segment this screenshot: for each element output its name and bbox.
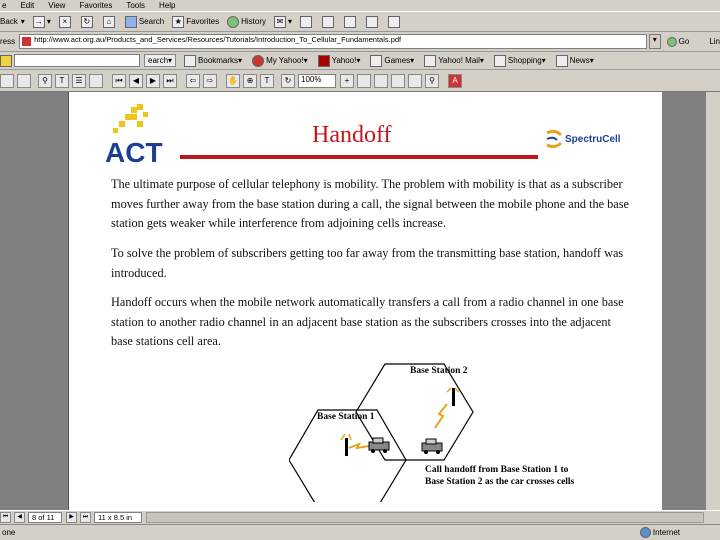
standard-toolbar — [0, 12, 720, 32]
menu-file[interactable]: e — [2, 1, 7, 10]
last-page-icon[interactable]: ⏭ — [163, 74, 177, 88]
search-icon[interactable]: ⚲ — [425, 74, 439, 88]
vertical-scrollbar[interactable] — [706, 92, 720, 510]
myyahoo-link[interactable]: My Yahoo! ▾ — [252, 55, 308, 67]
news-icon — [556, 55, 568, 67]
base-station-2-label: Base Station 2 — [410, 366, 468, 376]
paragraph-1: The ultimate purpose of cellular telephony is mobility. The problem with mobility is that as a subscriber moves further away from the base station during a call, the signal between the mobile phone and the base station gets weaker while interference from adjoining cells increase. — [111, 177, 630, 230]
binoculars-icon[interactable]: ⚲ — [38, 74, 52, 88]
research-button[interactable] — [388, 16, 402, 28]
save-icon[interactable] — [0, 74, 14, 88]
home-icon: ⌂ — [103, 16, 115, 28]
handoff-diagram — [289, 362, 609, 504]
yahoomail-link[interactable]: Yahoo! Mail ▾ — [424, 55, 484, 67]
toolbar-icon — [0, 55, 12, 67]
links-label[interactable]: Lin — [709, 37, 720, 46]
star-icon: ★ — [172, 16, 184, 28]
rotate-icon[interactable]: ↻ — [281, 74, 295, 88]
mail-icon — [424, 55, 436, 67]
print-button[interactable] — [300, 16, 314, 28]
address-input[interactable]: http://www.act.org.au/Products_and_Services/Resources/Tutorials/Introduction_To_Cellular_Fundamentals.pdf — [19, 34, 647, 49]
forward-button[interactable]: → ▾ — [34, 16, 51, 26]
next-page-icon[interactable]: ▶ — [146, 74, 160, 88]
stop-icon: × — [59, 16, 71, 28]
go-arrow-icon — [667, 37, 677, 47]
go-back-icon[interactable]: ⇦ — [186, 74, 200, 88]
shopping-link[interactable]: Shopping ▾ — [494, 55, 546, 67]
page-number-field[interactable]: 8 of 11 — [28, 512, 62, 523]
messenger-icon — [366, 16, 378, 28]
menu-bar — [0, 0, 720, 12]
chevron-down-icon: ▾ — [168, 56, 173, 65]
page-size-field: 11 x 8.5 in — [94, 512, 142, 523]
thumbnail-icon[interactable] — [89, 74, 103, 88]
address-bar — [0, 32, 720, 52]
back-button[interactable]: Back ▾ — [0, 17, 25, 26]
edit-button[interactable] — [322, 16, 336, 28]
discuss-icon — [344, 16, 356, 28]
pdf-status-bar — [0, 510, 720, 524]
history-icon — [227, 16, 239, 28]
favorites-button[interactable]: ★ Favorites — [172, 16, 219, 28]
hand-tool-icon[interactable]: ✋ — [226, 74, 240, 88]
car-icon — [422, 439, 442, 454]
refresh-icon: ↻ — [81, 16, 93, 28]
acrobat-icon[interactable]: A — [448, 74, 462, 88]
first-page-icon[interactable]: ⏮ — [0, 512, 11, 523]
diagram-caption-line-2: Base Station 2 as the car crosses cells — [425, 477, 575, 487]
history-button[interactable]: History — [227, 16, 266, 28]
next-page-icon[interactable]: ▶ — [66, 512, 77, 523]
spectrucell-icon — [543, 129, 565, 149]
menu-help[interactable]: Help — [159, 1, 176, 10]
select-text-icon[interactable]: T — [260, 74, 274, 88]
research-icon — [388, 16, 400, 28]
act-logo-text: ACT — [105, 137, 163, 166]
zoom-in-icon[interactable]: + — [340, 74, 354, 88]
search-icon — [125, 16, 137, 28]
address-label: ress — [0, 37, 16, 46]
last-page-icon[interactable]: ⏭ — [80, 512, 91, 523]
paragraph-2: To solve the problem of subscribers getting too far away from the transmitting base station, handoff was introduced. — [111, 246, 624, 280]
yahoo-icon — [252, 55, 264, 67]
shopping-cart-icon — [494, 55, 506, 67]
mail-icon: ✉ — [274, 16, 286, 28]
base-station-1-label: Base Station 1 — [317, 412, 375, 422]
tower-icon — [452, 388, 455, 406]
browser-status-bar — [0, 524, 720, 540]
menu-edit[interactable]: Edit — [20, 1, 35, 10]
status-text: one — [2, 528, 16, 537]
title-underline — [180, 155, 538, 159]
games-link[interactable]: Games ▾ — [370, 55, 414, 67]
zone-label: Internet — [652, 528, 680, 537]
refresh-button[interactable] — [81, 16, 95, 28]
paragraph-3: Handoff occurs when the mobile network automatically transfers a call from a radio channel in one base station to another radio channel in an adjacent base station as the subscribers crosses into the adjacent base stations cell area. — [111, 295, 624, 348]
text-icon[interactable]: T — [55, 74, 69, 88]
act-logo — [103, 104, 169, 166]
go-forward-icon[interactable]: ⇨ — [203, 74, 217, 88]
diagram-caption-line-1: Call handoff from Base Station 1 to — [425, 465, 569, 475]
yahoo-link[interactable]: Yahoo! ▾ — [318, 55, 361, 67]
horizontal-scrollbar[interactable] — [146, 512, 704, 523]
menu-favorites[interactable]: Favorites — [79, 1, 113, 10]
left-margin — [0, 92, 68, 510]
hand-icon[interactable]: ☰ — [72, 74, 86, 88]
bookmark-icon — [184, 55, 196, 67]
home-button[interactable] — [103, 16, 117, 28]
fit-page-icon[interactable] — [374, 74, 388, 88]
signal-icon — [349, 444, 369, 448]
bookmarks-link[interactable]: Bookmarks ▾ — [184, 55, 242, 67]
edit-icon — [322, 16, 334, 28]
signal-icon — [435, 404, 447, 428]
menu-tools[interactable]: Tools — [126, 1, 146, 10]
spectrucell-logo: SpectruCell — [543, 129, 633, 149]
address-dropdown[interactable]: ▾ — [649, 34, 661, 49]
pdf-page — [68, 92, 662, 510]
pdf-toolbar — [0, 70, 720, 92]
page-title: Handoff — [312, 122, 392, 148]
forward-icon: → — [34, 16, 43, 26]
stop-button[interactable] — [59, 16, 73, 28]
tower-icon — [345, 438, 348, 456]
print-icon — [300, 16, 312, 28]
zoom-tool-icon[interactable]: ⊕ — [243, 74, 257, 88]
discuss-button[interactable] — [344, 16, 358, 28]
toolbar-search-input[interactable] — [14, 54, 140, 67]
toolbar-search-button[interactable]: earch ▾ — [144, 54, 176, 67]
games-icon — [370, 55, 382, 67]
reflow-icon[interactable] — [408, 74, 422, 88]
prev-page-icon[interactable]: ◀ — [129, 74, 143, 88]
news-link[interactable]: News ▾ — [556, 55, 594, 67]
zoom-input[interactable]: 100% — [298, 74, 336, 88]
mail-button[interactable]: ✉ ▾ — [274, 16, 292, 28]
messenger-button[interactable] — [366, 16, 380, 28]
globe-icon — [640, 527, 651, 538]
go-button[interactable]: Go — [667, 37, 690, 47]
chevron-down-icon: ▾ — [20, 17, 25, 26]
actual-size-icon[interactable] — [357, 74, 371, 88]
links-toolbar — [0, 52, 720, 70]
prev-page-icon[interactable]: ◀ — [14, 512, 25, 523]
first-page-icon[interactable]: ⏮ — [112, 74, 126, 88]
menu-view[interactable]: View — [48, 1, 66, 10]
print-icon[interactable] — [17, 74, 31, 88]
yahoo-y-icon — [318, 55, 330, 67]
fit-width-icon[interactable] — [391, 74, 405, 88]
search-button[interactable]: Search — [125, 16, 164, 28]
